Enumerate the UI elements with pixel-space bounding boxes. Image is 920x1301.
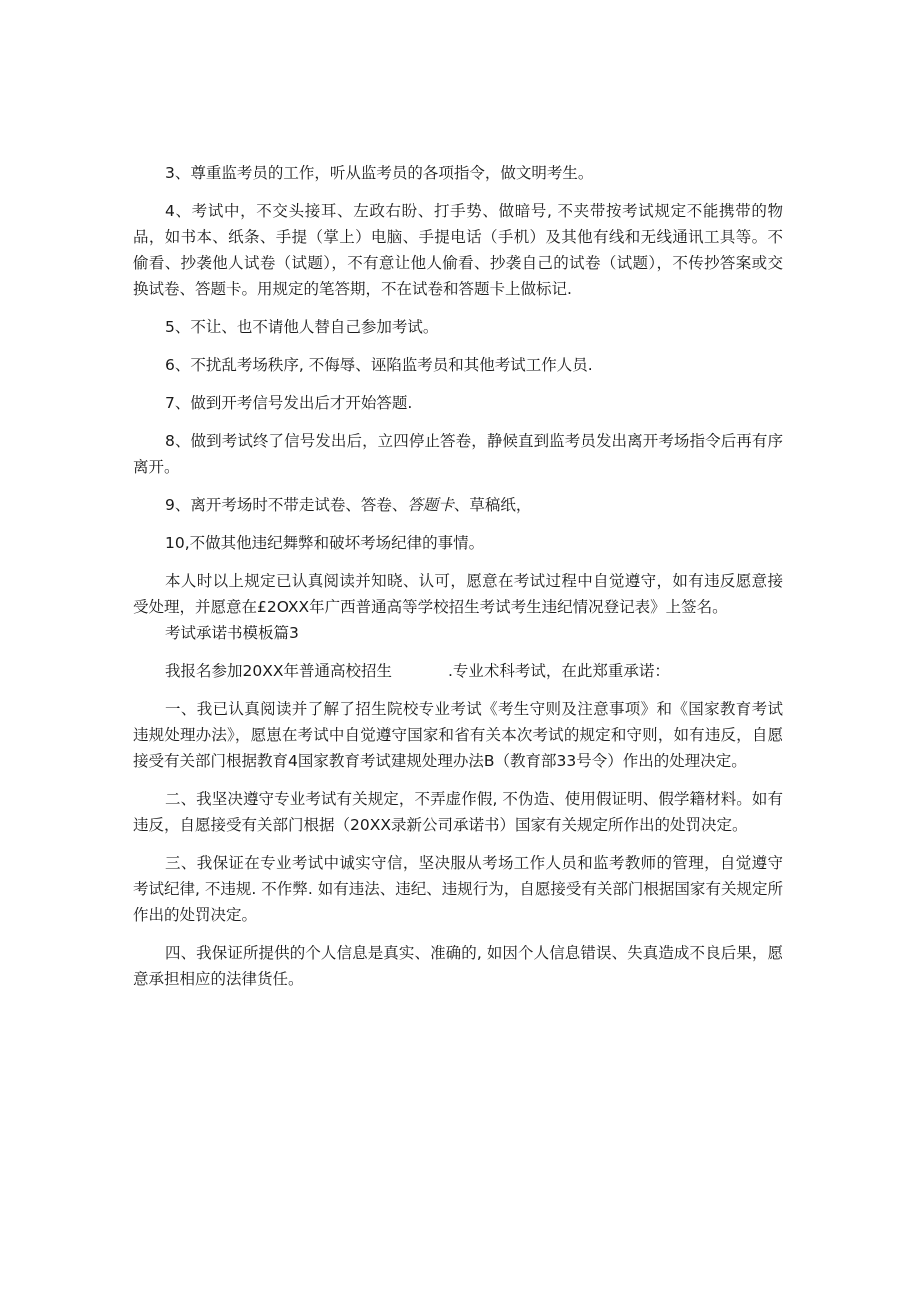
rule-9-text-after: 、草稿纸， (453, 496, 532, 514)
rule-8: 8、做到考试终了信号发出后，立四停止答卷，静候直到监考员发出离开考场指令后再有序离开。 (133, 432, 783, 476)
rule-10: 10,不做其他违纪舞弊和破坏考场纪律的事情。 (165, 534, 485, 552)
rule-3: 3、尊重监考员的工作，听从监考员的各项指令，做文明考生。 (165, 164, 594, 182)
intro-text-before: 我报名参加20XX年普通高校招生 (165, 662, 392, 680)
rule-6: 6、不扰乱考场秩序, 不侮辱、诬陷监考员和其他考试工作人员. (165, 356, 593, 374)
intro-line (133, 658, 783, 684)
rule-7: 7、做到开考信号发出后才开始答题. (165, 394, 413, 412)
intro-text-after: .专业术科考试，在此郑重承诺： (447, 662, 670, 680)
rule-9 (133, 492, 783, 518)
rule-4: 4、考试中，不交头接耳、左政右盼、打手势、做暗号, 不夹带按考试规定不能携带的物品，如书本、纸条、手提（掌上）电脑、手提电话（手机）及其他有线和无线通讯工具等。不偷看、抄袭他人试卷（试题），不有意让他人偷看、抄袭自己的试卷（试题），不传抄答案或交换试卷、答题卡。用规定的笔答期，不在试卷和答题卡上做标记. (133, 202, 783, 298)
document-body (133, 160, 783, 992)
rule-9-text-italic: 答题卡 (407, 496, 454, 514)
commitment-4: 四、我保证所提供的个人信息是真实、准确的, 如因个人信息错误、失真造成不良后果，愿意承担相应的法律货任。 (133, 944, 783, 988)
commitment-2: 二、我坚决遵守专业考试有关规定，不弄虚作假, 不伪造、使用假证明、假学籍材料。如有违反，自愿接受有关部门根据（20XX录新公司承诺书）国家有关规定所作出的处罚决定。 (133, 790, 783, 834)
commitment-1: 一、我已认真阅读并了解了招生院校专业考试《考生守则及注意事项》和《国家教育考试违规处理办法》，愿崽在考试中自觉遵守国家和省有关本次考试的规定和守则，如有违反，自愿接受有关部门根据教育4国家教育考试建规处理办法B（教育部33号令）作出的处理决定。 (133, 700, 783, 770)
rule-9-text-before: 9、离开考场时不带走试卷、答卷、 (165, 496, 408, 514)
commitment-3: 三、我保证在专业考试中诚实守信，坚决服从考场工作人员和监考教师的管理，自觉遵守考试纪律, 不违规. 不作弊. 如有违法、违纪、违规行为，自愿接受有关部门根据国家有关规定所作出的处罚决定。 (133, 854, 783, 924)
rule-5: 5、不让、也不请他人替自己参加考试。 (165, 318, 439, 336)
section-title: 考试承诺书模板篇3 (165, 624, 299, 642)
pledge-statement: 本人时以上规定已认真阅读并知晓、认可，愿意在考试过程中自觉遵守，如有违反愿意接受处理，并愿意在£2OXX年广西普通高等学校招生考试考生违纪情况登记表》上签名。 (133, 572, 783, 616)
